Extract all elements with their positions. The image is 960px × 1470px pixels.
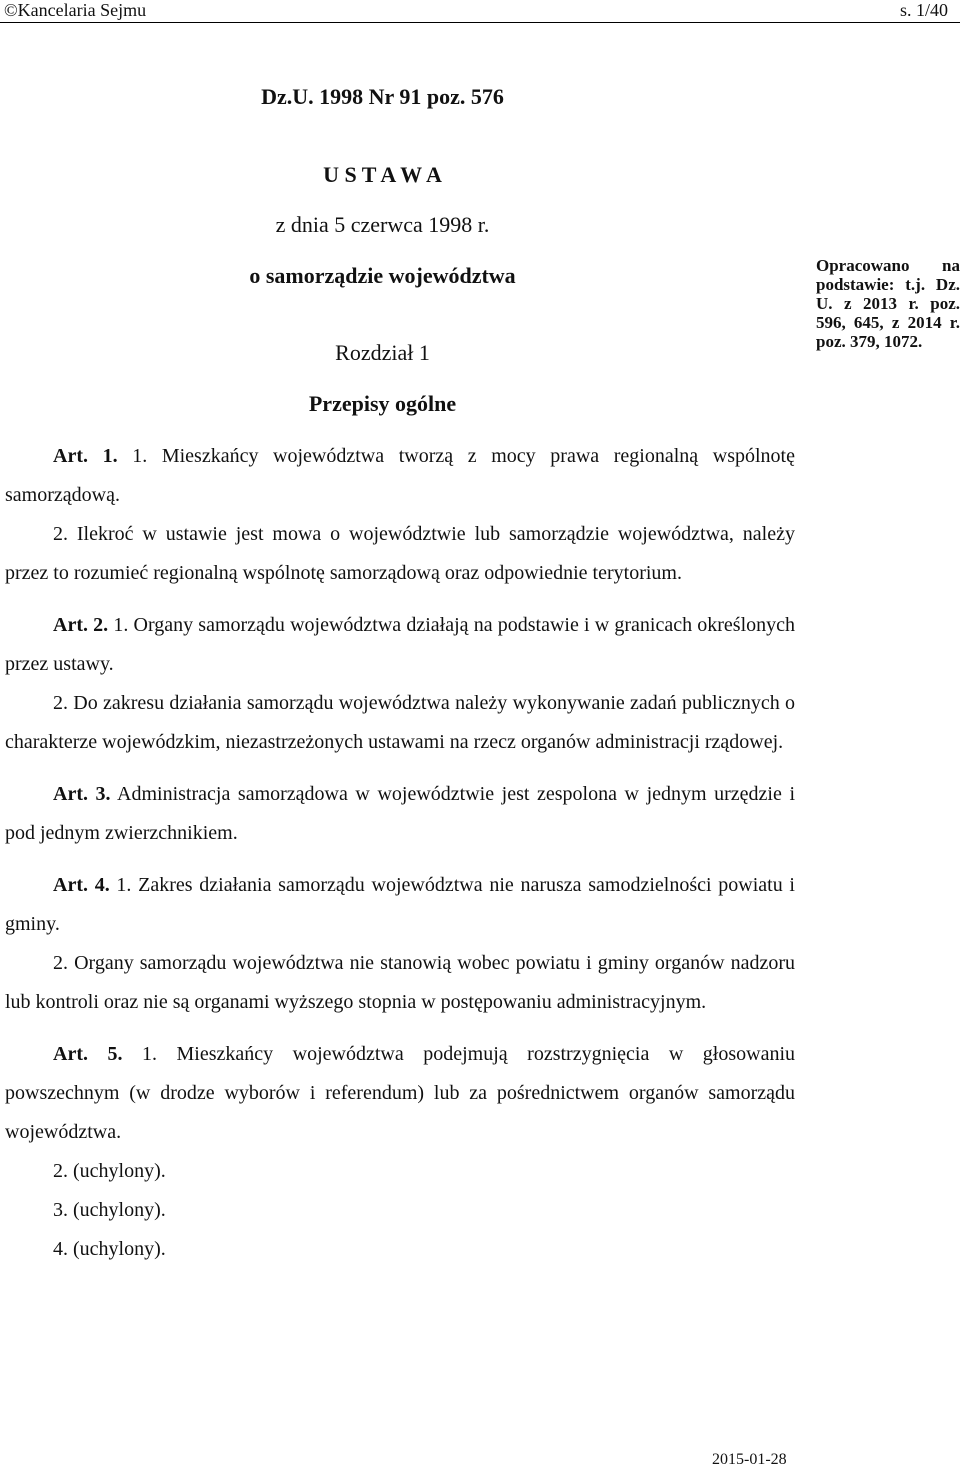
- page-header: [0, 0, 960, 23]
- article-2-label: Art. 2.: [53, 614, 109, 636]
- article-5-paragraph-2: 2. (uchylony).: [53, 1160, 166, 1182]
- footer-date: 2015-01-28: [712, 1451, 787, 1468]
- article-4-paragraph-1: [5, 866, 795, 944]
- source-note: Opracowano na podstawie: t.j. Dz. U. z 2013 r. poz. 596, 645, z 2014 r. poz. 379, 1072.: [816, 256, 960, 351]
- article-5-paragraph-1-text: 1. Mieszkańcy województwa podejmują rozstrzygnięcia w głosowaniu powszechnym (w drodze wyborów i referendum) lub za pośrednictwem organów samorządu województwa.: [5, 1043, 796, 1143]
- article-2-paragraph-1: [5, 606, 795, 684]
- article-5-label: Art. 5.: [53, 1043, 123, 1065]
- article-1-paragraph-1-text: 1. Mieszkańcy województwa tworzą z mocy prawa regionalną wspólnotę samorządową.: [5, 445, 795, 506]
- act-date: z dnia 5 czerwca 1998 r.: [275, 212, 490, 237]
- header-page-number: s. 1/40: [899, 0, 948, 20]
- article-5-paragraph-1: [5, 1035, 795, 1152]
- header-publisher: ©Kancelaria Sejmu: [4, 0, 147, 20]
- article-4-paragraph-2: 2. Organy samorządu województwa nie stanowią wobec powiatu i gminy organów nadzoru lub kontroli oraz nie są organami wyższego stopnia w postępowaniu administracyjnym.: [5, 952, 795, 1013]
- article-2-paragraph-1-text: 1. Organy samorządu województwa działają na podstawie i w granicach określonych przez ustawy.: [5, 614, 795, 675]
- article-1-label: Art. 1.: [53, 445, 118, 467]
- article-5-paragraph-4: 4. (uchylony).: [53, 1238, 166, 1260]
- article-4-label: Art. 4.: [53, 874, 110, 896]
- article-4-paragraph-1-text: 1. Zakres działania samorządu województwa nie narusza samodzielności powiatu i gminy.: [5, 874, 795, 935]
- article-1-paragraph-1: [5, 437, 795, 515]
- article-5-paragraph-3: 3. (uchylony).: [53, 1199, 166, 1221]
- chapter-number: Rozdział 1: [335, 340, 430, 365]
- journal-reference: Dz.U. 1998 Nr 91 poz. 576: [261, 84, 504, 109]
- chapter-title: Przepisy ogólne: [308, 391, 457, 416]
- article-3-paragraph-1-text: Administracja samorządowa w województwie jest zespolona w jednym urzędzie i pod jednym zwierzchnikiem.: [5, 783, 795, 844]
- article-3-paragraph-1: [5, 775, 795, 853]
- article-1-paragraph-2: 2. Ilekroć w ustawie jest mowa o województwie lub samorządzie województwa, należy przez to rozumieć regionalną wspólnotę samorządową oraz odpowiednie terytorium.: [5, 523, 795, 584]
- article-3-label: Art. 3.: [53, 783, 111, 805]
- document-body: [5, 437, 795, 1269]
- act-type-heading: U S T A W A: [323, 162, 442, 187]
- act-subject: o samorządzie województwa: [249, 263, 516, 288]
- article-2-paragraph-2: 2. Do zakresu działania samorządu województwa należy wykonywanie zadań publicznych o charakterze wojewódzkim, niezastrzeżonych ustawami na rzecz organów administracji rządowej.: [5, 692, 795, 753]
